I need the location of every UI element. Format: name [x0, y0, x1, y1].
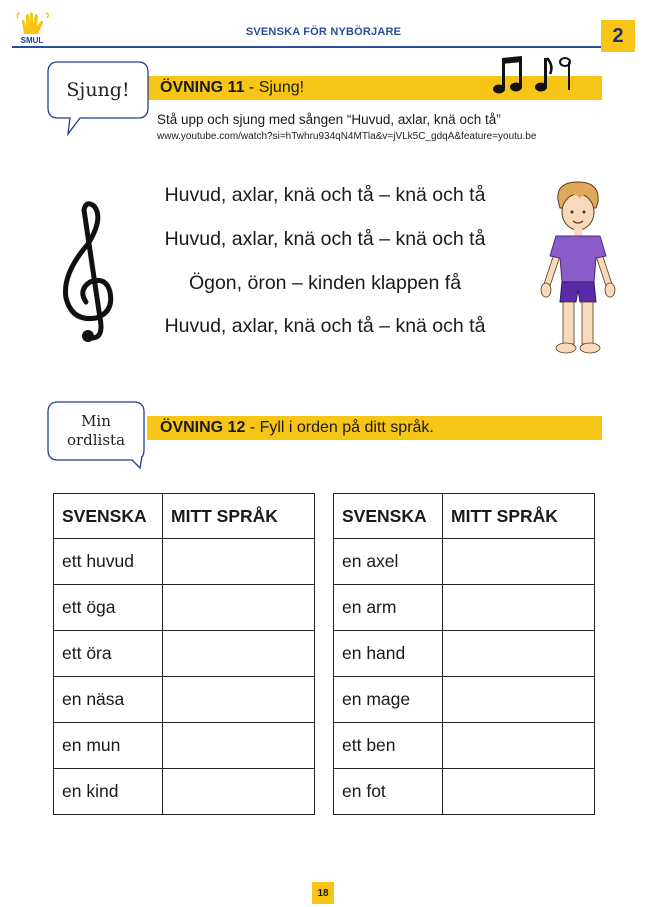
swedish-word: ett huvud — [54, 539, 163, 585]
swedish-word: en mage — [334, 677, 443, 723]
speech-bubble-sjung — [44, 60, 154, 140]
translation-cell[interactable] — [443, 631, 595, 677]
bubble-line: ordlista — [66, 431, 126, 449]
table-row — [334, 585, 595, 631]
exercise-12-heading — [160, 419, 434, 437]
table-row — [334, 631, 595, 677]
column-header-svenska: SVENSKA — [334, 494, 443, 539]
table-header-row — [334, 494, 595, 539]
vocab-table-right — [333, 493, 595, 815]
speech-bubble-ordlista — [44, 400, 154, 472]
translation-cell[interactable] — [163, 631, 315, 677]
translation-cell[interactable] — [163, 539, 315, 585]
swedish-word: en fot — [334, 769, 443, 815]
swedish-word: en arm — [334, 585, 443, 631]
translation-cell[interactable] — [163, 769, 315, 815]
bubble-line: Min — [81, 412, 111, 430]
table-row — [54, 677, 315, 723]
table-row — [54, 539, 315, 585]
exercise-11-heading — [160, 79, 304, 97]
translation-cell[interactable] — [443, 769, 595, 815]
swedish-word: en hand — [334, 631, 443, 677]
music-notes-icon — [492, 52, 576, 102]
vocab-table-left — [53, 493, 315, 815]
table-row — [54, 585, 315, 631]
lyric-line: Huvud, axlar, knä och tå – knä och tå — [164, 184, 486, 206]
table-header-row — [54, 494, 315, 539]
column-header-svenska: SVENSKA — [54, 494, 163, 539]
column-header-mitt-sprak: MITT SPRÅK — [443, 494, 595, 539]
exercise-11-title: - Sjung! — [244, 79, 305, 96]
translation-cell[interactable] — [443, 539, 595, 585]
table-row — [334, 539, 595, 585]
exercise-12-title: - Fyll i orden på ditt språk. — [245, 419, 434, 436]
translation-cell[interactable] — [163, 677, 315, 723]
swedish-word: en näsa — [54, 677, 163, 723]
translation-cell[interactable] — [163, 723, 315, 769]
lyric-line: Ögon, öron – kinden klappen få — [188, 272, 462, 294]
page-number: 18 — [312, 882, 334, 904]
swedish-word: en mun — [54, 723, 163, 769]
chapter-badge: 2 — [601, 20, 635, 52]
table-row — [54, 723, 315, 769]
swedish-word: ett ben — [334, 723, 443, 769]
table-row — [334, 677, 595, 723]
swedish-word: ett öra — [54, 631, 163, 677]
swedish-word: ett öga — [54, 585, 163, 631]
table-row — [334, 723, 595, 769]
translation-cell[interactable] — [163, 585, 315, 631]
bubble-text: Sjung! — [66, 79, 130, 101]
translation-cell[interactable] — [443, 585, 595, 631]
column-header-mitt-sprak: MITT SPRÅK — [163, 494, 315, 539]
exercise-12-label: ÖVNING 12 — [160, 419, 246, 436]
treble-clef-icon — [52, 198, 128, 348]
header-title: SVENSKA FÖR NYBÖRJARE — [245, 26, 402, 38]
song-link[interactable]: www.youtube.com/watch?si=hTwhru934qN4MTla&v=jVLk5C_gdqA&feature=youtu.be — [157, 131, 537, 142]
lyric-line: Huvud, axlar, knä och tå – knä och tå — [164, 315, 486, 337]
exercise-11-instruction: Stå upp och sjung med sången “Huvud, axlar, knä och tå” — [157, 112, 501, 127]
lyric-line: Huvud, axlar, knä och tå – knä och tå — [164, 228, 486, 250]
logo-text: SMUL — [20, 36, 44, 45]
translation-cell[interactable] — [443, 723, 595, 769]
translation-cell[interactable] — [443, 677, 595, 723]
boy-illustration — [532, 178, 628, 360]
swedish-word: en axel — [334, 539, 443, 585]
exercise-11-label: ÖVNING 11 — [160, 79, 245, 96]
table-row — [54, 631, 315, 677]
header-divider — [12, 46, 602, 48]
swedish-word: en kind — [54, 769, 163, 815]
bubble-text — [48, 412, 144, 450]
table-row — [334, 769, 595, 815]
table-row — [54, 769, 315, 815]
